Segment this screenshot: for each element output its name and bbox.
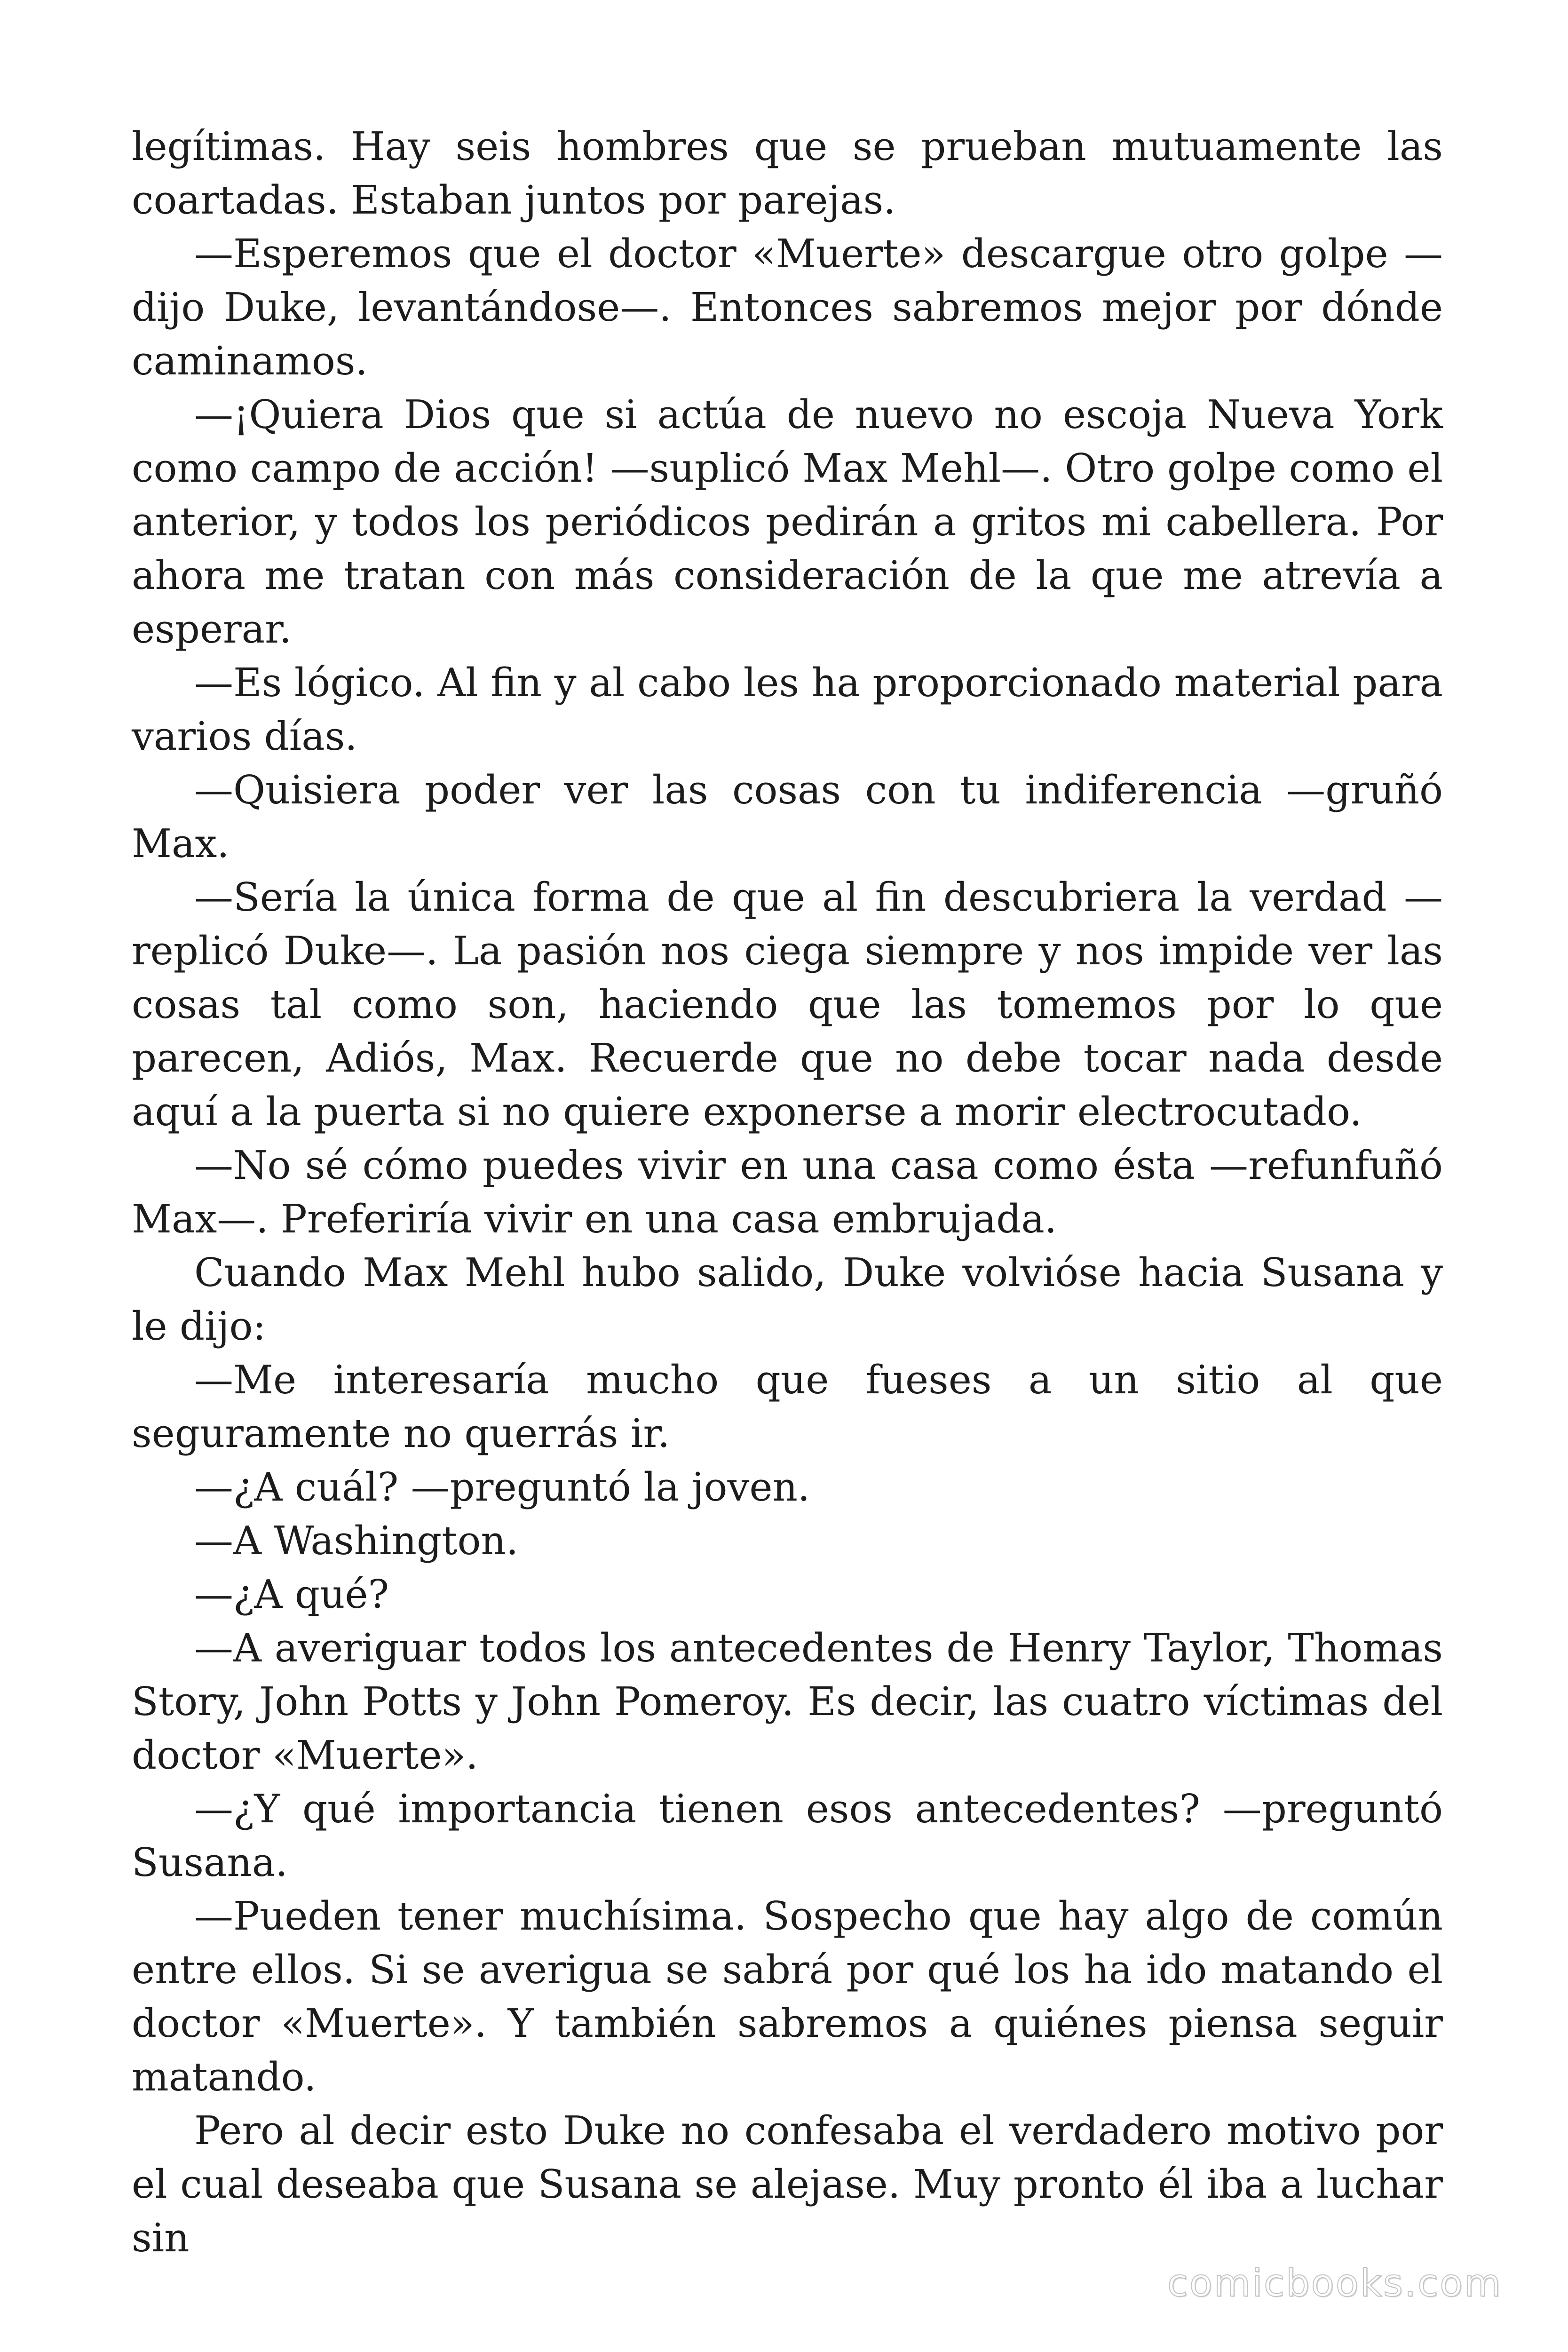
paragraph-3: —¡Quiera Dios que si actúa de nuevo no escoja Nueva York como campo de acción! —suplicó Max Mehl—. Otro golpe como el anterior, y todos los periódicos pedirán a gritos mi cabellera. Por ahora me tratan con más consideración de la que me atrevía a esperar.: [132, 392, 1443, 652]
paragraph-7: —No sé cómo puedes vivir en una casa como ésta —refunfuñó Max—. Preferiría vivir en una casa embrujada.: [132, 1143, 1443, 1242]
paragraph-14: —¿Y qué importancia tienen esos antecedentes? —preguntó Susana.: [132, 1786, 1443, 1885]
paragraph-10: —¿A cuál? —preguntó la joven.: [194, 1464, 810, 1510]
paragraph-5: —Quisiera poder ver las cosas con tu indiferencia —gruñó Max.: [132, 767, 1443, 866]
paragraph-12: —¿A qué?: [194, 1572, 389, 1617]
paragraph-8: Cuando Max Mehl hubo salido, Duke volvióse hacia Susana y le dijo:: [132, 1250, 1443, 1349]
watermark: comicbooks.com: [1167, 2261, 1502, 2305]
paragraph-6: —Sería la única forma de que al fin descubriera la verdad —replicó Duke—. La pasión nos ciega siempre y nos impide ver las cosas tal como son, haciendo que las tomemos por lo que parecen, Adiós, Max. Recuerde que no debe tocar nada desde aquí a la puerta si no quiere exponerse a morir electrocutado.: [132, 874, 1443, 1135]
paragraph-16: Pero al decir esto Duke no confesaba el verdadero motivo por el cual deseaba que Susana se alejase. Muy pronto él iba a luchar sin: [132, 2108, 1443, 2261]
paragraph-4: —Es lógico. Al fin y al cabo les ha proporcionado material para varios días.: [132, 660, 1443, 759]
paragraph-13: —A averiguar todos los antecedentes de Henry Taylor, Thomas Story, John Potts y John Pomeroy. Es decir, las cuatro víctimas del doctor «Muerte».: [132, 1625, 1443, 1778]
paragraph-15: —Pueden tener muchísima. Sospecho que hay algo de común entre ellos. Si se averigua se sabrá por qué los ha ido matando el doctor «Muerte». Y también sabremos a quiénes piensa seguir matando.: [132, 1893, 1443, 2100]
paragraph-11: —A Washington.: [194, 1518, 519, 1564]
paragraph-1: legítimas. Hay seis hombres que se prueban mutuamente las coartadas. Estaban juntos por parejas.: [132, 124, 1443, 223]
page-body: [132, 120, 1443, 2265]
paragraph-9: —Me interesaría mucho que fueses a un sitio al que seguramente no querrás ir.: [132, 1357, 1443, 1456]
paragraph-2: —Esperemos que el doctor «Muerte» descargue otro golpe —dijo Duke, levantándose—. Entonces sabremos mejor por dónde caminamos.: [132, 231, 1443, 384]
